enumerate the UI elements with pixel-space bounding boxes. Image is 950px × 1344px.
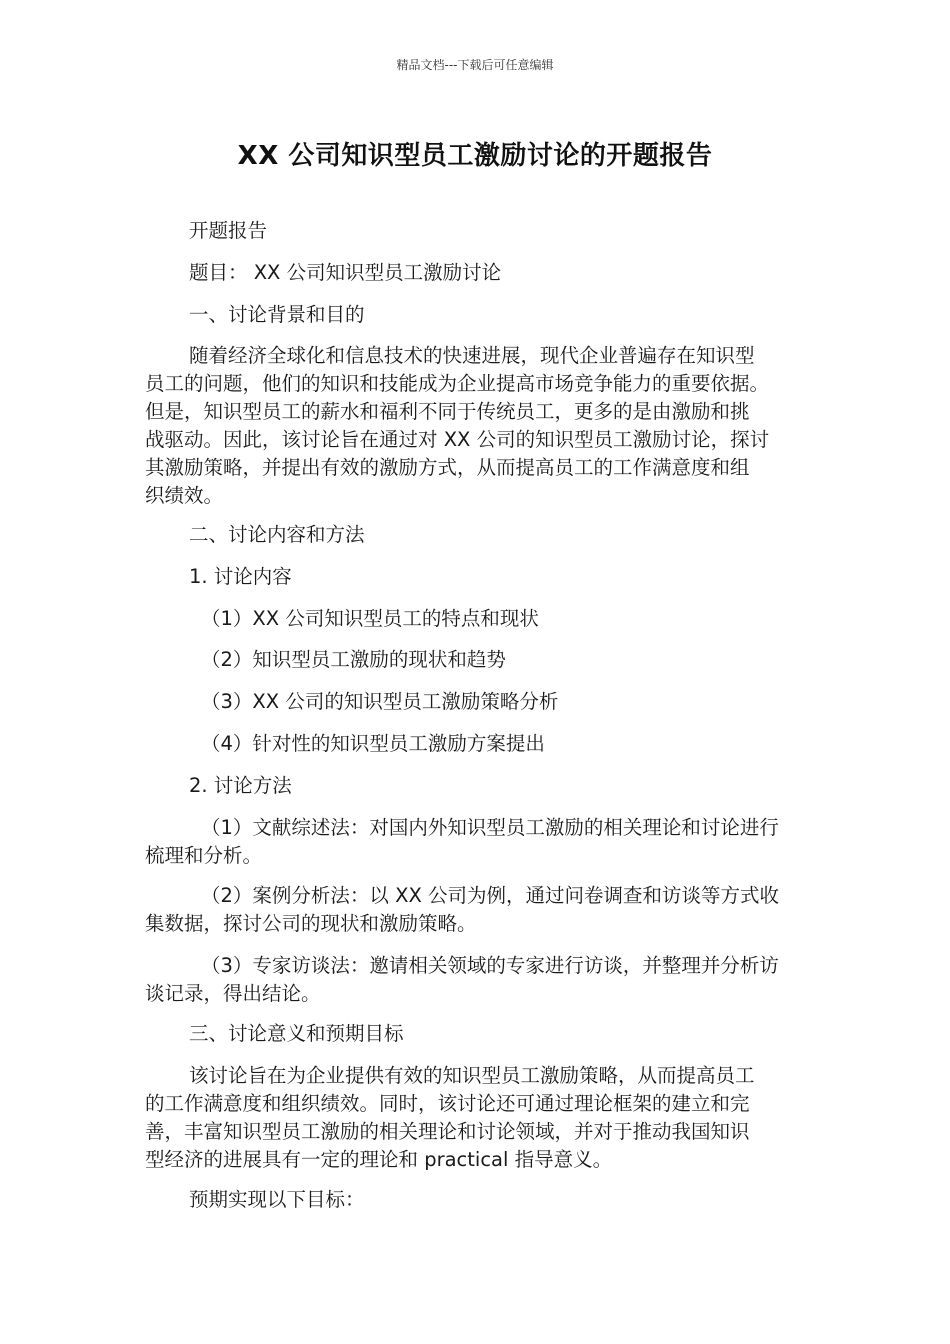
- text-line: 谈记录，得出结论。: [145, 982, 321, 1005]
- text-line: （4）针对性的知识型员工激励方案提出: [201, 732, 545, 755]
- text-line: 预期实现以下目标：: [189, 1188, 365, 1211]
- text-line: 2. 讨论方法: [189, 774, 292, 797]
- text-line: 开题报告: [189, 219, 268, 242]
- section-label: [145, 217, 805, 245]
- goals-intro: [145, 1186, 805, 1214]
- method-item-1: [145, 814, 805, 870]
- text-line: 型经济的进展具有一定的理论和 practical 指导意义。: [145, 1148, 613, 1171]
- text-line: 其激励策略，并提出有效的激励方式，从而提高员工的工作满意度和组: [145, 456, 750, 479]
- section-heading-2: [145, 521, 805, 549]
- text-line: 梳理和分析。: [145, 844, 263, 867]
- document-title: XX 公司知识型员工激励讨论的开题报告: [237, 141, 713, 171]
- text-line: 一、讨论背景和目的: [189, 303, 365, 326]
- subsection-method: [145, 772, 805, 800]
- text-line: 战驱动。因此，该讨论旨在通过对 XX 公司的知识型员工激励讨论，探讨: [145, 428, 770, 451]
- paragraph-significance: [145, 1062, 805, 1174]
- content-item-3: [145, 688, 805, 716]
- text-line: 1. 讨论内容: [189, 565, 292, 588]
- header-note: 精品文档---下载后可任意编辑: [396, 58, 554, 72]
- text-line: （1）文献综述法：对国内外知识型员工激励的相关理论和讨论进行: [201, 816, 779, 839]
- text-line: （1）XX 公司知识型员工的特点和现状: [201, 607, 539, 630]
- text-line: 的工作满意度和组织绩效。同时，该讨论还可通过理论框架的建立和完: [145, 1092, 750, 1115]
- text-line: （3）专家访谈法：邀请相关领域的专家进行访谈，并整理并分析访: [201, 954, 779, 977]
- method-item-3: [145, 952, 805, 1008]
- text-line: （2）案例分析法：以 XX 公司为例，通过问卷调查和访谈等方式收: [201, 884, 780, 907]
- text-line: 三、讨论意义和预期目标: [189, 1022, 404, 1045]
- paragraph-background: [145, 342, 805, 510]
- text-line: 织绩效。: [145, 484, 224, 507]
- text-line: 该讨论旨在为企业提供有效的知识型员工激励策略，从而提高员工: [189, 1064, 755, 1087]
- text-line: 二、讨论内容和方法: [189, 523, 365, 546]
- text-line: 随着经济全球化和信息技术的快速进展，现代企业普遍存在知识型: [189, 344, 755, 367]
- content-item-2: [145, 646, 805, 674]
- text-line: 善，丰富知识型员工激励的相关理论和讨论领域，并对于推动我国知识: [145, 1120, 750, 1143]
- subsection-content: [145, 563, 805, 591]
- text-line: 员工的问题，他们的知识和技能成为企业提高市场竞争能力的重要依据。: [145, 372, 770, 395]
- text-line: 集数据，探讨公司的现状和激励策略。: [145, 912, 477, 935]
- text-line: 但是，知识型员工的薪水和福利不同于传统员工，更多的是由激励和挑: [145, 400, 750, 423]
- text-line: （2）知识型员工激励的现状和趋势: [201, 648, 506, 671]
- content-item-4: [145, 730, 805, 758]
- text-line: 题目： XX 公司知识型员工激励讨论: [189, 261, 502, 284]
- method-item-2: [145, 882, 805, 938]
- section-heading-1: [145, 301, 805, 329]
- section-heading-3: [145, 1020, 805, 1048]
- text-line: （3）XX 公司的知识型员工激励策略分析: [201, 690, 559, 713]
- topic-line: [145, 259, 805, 287]
- content-item-1: [145, 605, 805, 633]
